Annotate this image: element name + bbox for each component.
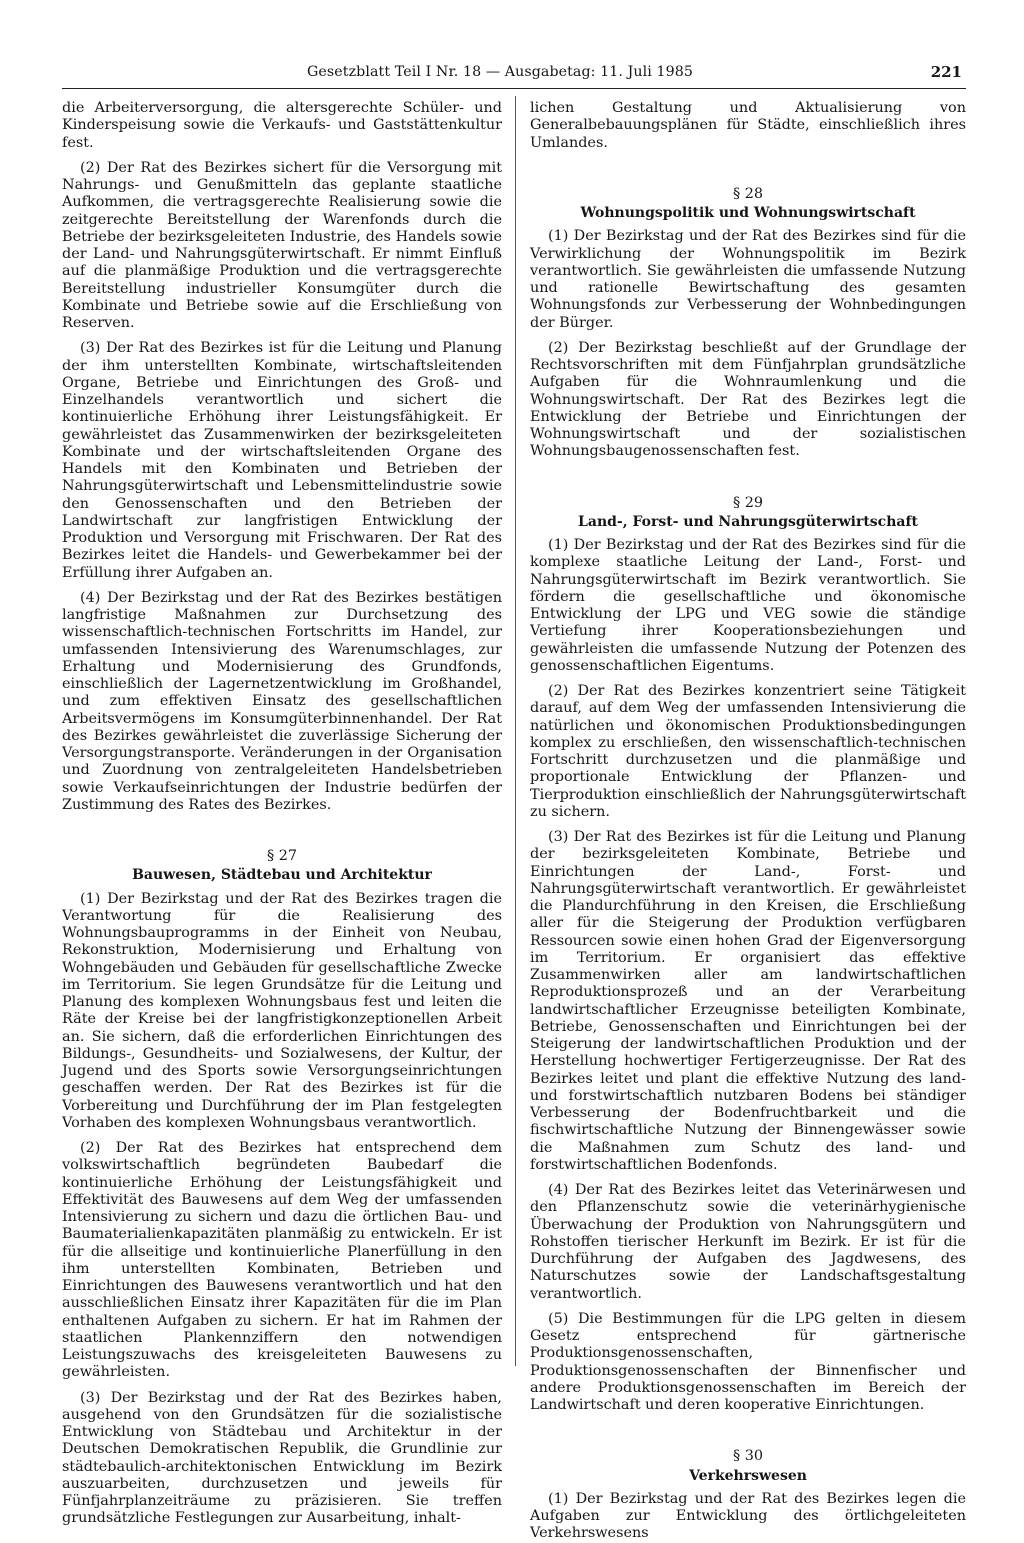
paragraph: lichen Gestaltung und Aktualisierung von Generalbebauungsplänen für Städte, einschließlich ihres Umlandes.	[530, 100, 966, 151]
gazette-title: Gesetzblatt Teil I Nr. 18 — Ausgabetag: 11. Juli 1985	[307, 64, 694, 80]
paragraph: (2) Der Rat des Bezirkes hat entsprechend dem volkswirtschaftlich begründeten Baubedarf die kontinuierliche Erhöhung der Leistungsfähigkeit und Effektivität des Bauwesens auf dem Weg der umfassenden Intensivierung zu sichern und dazu die örtlichen Bau- und Baumaterialienkapazitäten planmäßig zu entwickeln. Er ist für die allseitige und kontinuierliche Planerfüllung in den ihm unterstellten Kombinaten, Betrieben und Einrichtungen des Bauwesens verantwortlich und hat den ausschließlichen Einsatz ihrer Kapazitäten für die im Plan enthaltenen Aufgaben zu sichern. Er hat im Rahmen der staatlichen Plankennziffern den notwendigen Leistungszuwachs des kreisgeleiteten Bauwesens zu gewährleisten.	[62, 1140, 502, 1381]
paragraph: (1) Der Bezirkstag und der Rat des Bezirkes tragen die Verantwortung für die Realisierung des Wohnungsbauprogramms in der Einheit von Neubau, Rekonstruktion, Modernisierung und Erhaltung von Wohngebäuden und Gebäuden für gesellschaftliche Zwecke im Territorium. Sie legen Grundsätze für die Leitung und Planung des komplexen Wohnungsbaus fest und leiten die Räte der Kreise bei der langfristigkonzeptionellen Arbeit an. Sie sichern, daß die erforderlichen Einrichtungen des Bildungs-, Gesundheits- und Sozialwesens, der Kultur, der Jugend und des Sports sowie Versorgungseinrichtungen geschaffen werden. Der Rat des Bezirkes ist für die Vorbereitung und Durchführung der im Plan festgelegten Vorhaben des komplexen Wohnungsbaus verantwortlich.	[62, 890, 502, 1131]
paragraph: (3) Der Rat des Bezirkes ist für die Leitung und Planung der bezirksgeleiteten Kombinate, Betriebe und Einrichtungen der Land-, Forst- und Nahrungsgüterwirtschaft verantwortlich. Er gewährleistet die Plandurchführung in den Kreisen, die Erschließung aller für die Steigerung der Produktion verfügbaren Ressourcen sowie einen hohen Grad der Eigenversorgung im Territorium. Er organisiert das effektive Zusammenwirken aller am landwirtschaftlichen Reproduktionsprozeß und an der Verarbeitung landwirtschaftlicher Erzeugnisse beteiligten Kombinate, Betriebe, Genossenschaften und Einrichtungen bei der Steigerung der landwirtschaftlichen Produktion und der Herstellung hochwertiger Fertigerzeugnisse. Der Rat des Bezirkes leitet und plant die effektive Nutzung des land- und forstwirtschaftlich nutzbaren Bodens bei ständiger Verbesserung der Bodenfruchtbarkeit und die fischwirtschaftliche Nutzung der Binnengewässer sowie die Maßnahmen zum Schutz des land- und forstwirtschaftlichen Bodenfonds.	[530, 829, 966, 1173]
paragraph: (1) Der Bezirkstag und der Rat des Bezirkes sind für die Verwirklichung der Wohnungspolitik im Bezirk verantwortlich. Sie gewährleisten die umfassende Nutzung und rationelle Bewirtschaftung des gesamten Wohnungsfonds zur Verbesserung der Wohnbedingungen der Bürger.	[530, 228, 966, 331]
paragraph: (2) Der Bezirkstag beschließt auf der Grundlage der Rechtsvorschriften mit dem Fünfjahrplan grundsätzliche Aufgaben für die Wohnraumlenkung und die Wohnungswirtschaft. Der Rat des Bezirkes legt die Entwicklung der Betriebe und Einrichtungen der Wohnungswirtschaft und der sozialistischen Wohnungsbaugenossenschaften fest.	[530, 339, 966, 460]
paragraph: (3) Der Rat des Bezirkes ist für die Leitung und Planung der ihm unterstellten Kombinate, wirtschaftsleitenden Organe, Betriebe und Einrichtungen des Groß- und Einzelhandels verantwortlich und sichert die kontinuierliche Erhöhung ihrer Leistungsfähigkeit. Er gewährleistet das Zusammenwirken der bezirksgeleiteten Kombinate und der wirtschaftsleitenden Organe des Handels mit den Kombinaten und Betrieben der Nahrungsgüterwirtschaft und Lebensmittelindustrie sowie den Genossenschaften und den Betrieben der Landwirtschaft zur langfristigen Entwicklung der Produktion und Versorgung mit Frischwaren. Der Rat des Bezirkes leitet die Handels- und Gewerbekammer bei der Erfüllung ihrer Aufgaben an.	[62, 340, 502, 581]
paragraph: (4) Der Rat des Bezirkes leitet das Veterinärwesen und den Pflanzenschutz sowie die veterinärhygienische Überwachung der Produktion von Nahrungsgütern und Rohstoffen tierischer Herkunft im Bezirk. Er ist für die Durchführung der Aufgaben des Jagdwesens, des Naturschutzes sowie der Landschaftsgestaltung verantwortlich.	[530, 1182, 966, 1302]
paragraph: (5) Die Bestimmungen für die LPG gelten in diesem Gesetz entsprechend für gärtnerische Produktionsgenossenschaften, Produktionsgenossenschaften der Binnenfischer und andere Produktionsgenossenschaften im Bereich der Landwirtschaft und deren kooperative Einrichtungen.	[530, 1310, 966, 1413]
section-title: Wohnungspolitik und Wohnungswirtschaft	[580, 205, 916, 221]
column-divider	[515, 96, 516, 1366]
section-title: Verkehrswesen	[689, 1467, 807, 1484]
section-number: § 27	[266, 848, 298, 864]
section-title: Bauwesen, Städtebau und Architektur	[132, 867, 432, 884]
paragraph: (1) Der Bezirkstag und der Rat des Bezirkes sind für die komplexe staatliche Leitung der Land-, Forst- und Nahrungsgüterwirtschaft im Bezirk verantwortlich. Sie fördern die gesellschaftliche und ökonomische Entwicklung der LPG und VEG sowie die ständige Vertiefung ihrer Kooperationsbeziehungen und gewährleisten die umfassende Nutzung der Potenzen des genossenschaftlichen Eigentums.	[530, 537, 966, 674]
paragraph: (4) Der Bezirkstag und der Rat des Bezirkes bestätigen langfristige Maßnahmen zur Durchsetzung des wissenschaftlich-technischen Fortschritts im Handel, zur umfassenden Intensivierung des Warenumschlages, zur Erhaltung und Modernisierung des Grundfonds, einschließlich der Lagernetzentwicklung im Großhandel, und zum effektiven Einsatz des gesellschaftlichen Arbeitsvermögens im Konsumgüterbinnenhandel. Der Rat des Bezirkes gewährleistet die zuverlässige Sicherung der Versorgungstransporte. Veränderungen in der Organisation und Zuordnung von zentralgeleiteten Handelsbetrieben sowie Verkaufseinrichtungen der Industrie bedürfen der Zustimmung des Rates des Bezirkes.	[62, 589, 502, 813]
section-number: § 29	[732, 494, 764, 511]
section-number: § 30	[732, 1448, 764, 1465]
paragraph: (1) Der Bezirkstag und der Rat des Bezirkes legen die Aufgaben zur Entwicklung des örtlichgeleiteten Verkehrswesens	[530, 1490, 966, 1542]
paragraph: (2) Der Rat des Bezirkes konzentriert seine Tätigkeit darauf, auf dem Weg der umfassenden Intensivierung die natürlichen und ökonomischen Produktionsbedingungen komplex zu erschließen, den wissenschaftlich-technischen Fortschritt durchzusetzen und die planmäßige und proportionale Entwicklung der Pflanzen- und Tierproduktion einschließlich der Nahrungsgüterwirtschaft zu sichern.	[530, 683, 966, 820]
page-number: 221	[930, 63, 962, 81]
paragraph: (3) Der Bezirkstag und der Rat des Bezirkes haben, ausgehend von den Grundsätzen für die sozialistische Entwicklung von Städtebau und Architektur in der Deutschen Demokratischen Republik, die Grundlinie zur städtebaulich-architektonischen Entwicklung im Bezirk auszuarbeiten, durchzusetzen und jeweils für Fünfjahrplanzeiträume zu präzisieren. Sie treffen grundsätzliche Festlegungen zur Ausarbeitung, inhalt-	[62, 1389, 502, 1527]
left-column	[62, 100, 502, 1527]
page-header	[62, 62, 966, 89]
right-column	[530, 100, 966, 1542]
paragraph: die Arbeiterversorgung, die altersgerechte Schüler- und Kinderspeisung sowie die Verkaufs- und Gaststättenkultur fest.	[62, 100, 502, 151]
section-title: Land-, Forst- und Nahrungsgüterwirtschaft	[578, 513, 918, 530]
paragraph: (2) Der Rat des Bezirkes sichert für die Versorgung mit Nahrungs- und Genußmitteln das geplante staatliche Aufkommen, die vertragsgerechte Realisierung sowie die zeitgerechte Bereitstellung der Warenfonds durch die Betriebe der bezirksgeleiteten Industrie, des Handels sowie der Land- und Nahrungsgüterwirtschaft. Er nimmt Einfluß auf die planmäßige Produktion und die vertragsgerechte Bereitstellung industrieller Konsumgüter durch die Kombinate und Betriebe sowie auf die Erschließung von Reserven.	[62, 159, 502, 331]
section-number: § 28	[732, 185, 764, 202]
